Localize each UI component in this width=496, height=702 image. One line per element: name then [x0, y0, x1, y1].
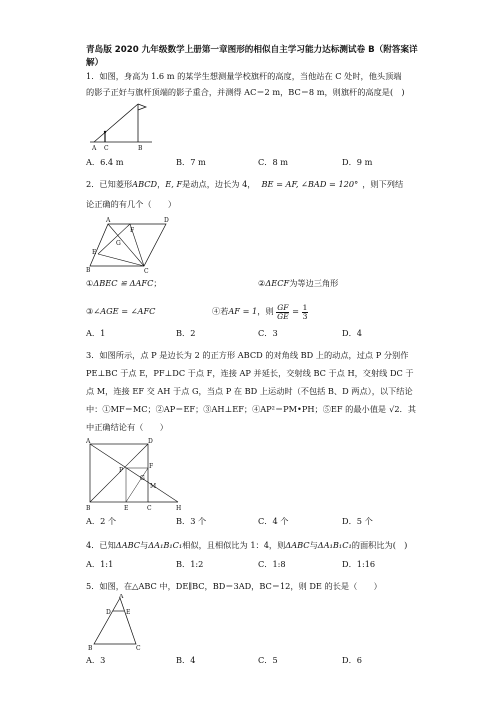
q1-figure — [88, 100, 158, 152]
q2-fraction-one-third: $\frac{1}{3}$ — [302, 302, 308, 321]
q4-text-d: 的面积比为( ) — [351, 540, 408, 550]
q3-line3: 点 M，连接 EF 交 AH 于点 G，当点 P 在 BD 上运动时（不包括 B、D 两点），以下结论 — [86, 386, 413, 396]
q4-text-c: 相似，且相似比为 1：4，则 — [182, 540, 286, 550]
q3-label-e: E — [124, 505, 129, 512]
q3-line4-end: ．其 — [399, 404, 416, 414]
q3-line4 — [86, 403, 416, 415]
q5-figure — [88, 594, 148, 652]
q2-s4-math: AF = 1 — [228, 306, 258, 316]
q1-option-c: C．8 m — [258, 157, 289, 167]
q2-line2: 论正确的有几个（ ） — [86, 199, 177, 209]
q3-label-a: A — [86, 438, 91, 445]
q3-line4-text: 中：①MF＝MC；②AP＝EF；③AH⊥EF；④AP²＝PM•PH；⑤EF 的最小值是 — [86, 404, 387, 414]
q1-option-b: B．7 m — [176, 157, 206, 167]
q2-s1-end: ； — [153, 278, 162, 288]
q1-option-d: D．9 m — [342, 157, 373, 167]
q3-label-p: P — [119, 467, 124, 474]
q3-label-g: G — [140, 475, 145, 482]
q5-label-c: C — [136, 645, 141, 652]
q2-s3-math: ∠AGE = ∠AFC — [93, 306, 156, 316]
q2-abcd: ABCD — [132, 179, 158, 189]
q2-statement-2 — [258, 277, 338, 289]
q2-s4-num: ④若 — [212, 306, 229, 316]
q4-triangle-a1b1c1: ΔA₁B₁C₁ — [148, 540, 183, 550]
q2-text-b: ， — [157, 179, 166, 189]
q2-label-g: G — [116, 240, 121, 247]
q4-text-a: 4．已知 — [86, 540, 116, 550]
q5-line1: 5．如图，在△ABC 中，DE∥BC，BD＝3AD，BC＝12，则 DE 的长是（ ） — [86, 581, 382, 591]
q3-option-c: C．4 个 — [258, 516, 289, 526]
q5-label-a: A — [119, 594, 124, 600]
q2-ef: E, F — [165, 179, 183, 189]
q3-line1: 3．如图所示，点 P 是边长为 2 的正方形 ABCD 的对角线 BD 上的动点，过点 P 分别作 — [86, 350, 409, 360]
q4-text-b: 与 — [140, 540, 149, 550]
q2-s1-num: ① — [86, 278, 94, 288]
q2-text-c: 是动点，边长为 4， — [182, 179, 256, 189]
q2-equals: = — [292, 306, 299, 316]
q2-label-e: E — [92, 249, 97, 256]
q2-statement-3 — [86, 305, 155, 317]
q2-statement-1 — [86, 277, 162, 289]
q2-s1-math: ΔBEC ≌ ΔAFC — [93, 278, 154, 288]
q2-label-a: A — [106, 217, 111, 224]
q4-text-b-2: 与 — [309, 540, 318, 550]
q2-label-f: F — [130, 227, 135, 234]
q4-option-b: B．1:2 — [176, 559, 204, 569]
q2-condition: BE = AF, ∠BAD = 120° — [261, 179, 359, 189]
q3-label-d: D — [148, 438, 153, 445]
q1-line1: 1．如图，身高为 1.6 m 的某学生想测量学校旗杆的高度，当他站在 C 处时，他头顶端 — [86, 71, 402, 81]
q5-option-a: A．3 — [86, 655, 106, 665]
q4-line1 — [86, 539, 407, 551]
q3-option-a: A．2 个 — [86, 516, 117, 526]
q3-label-c: C — [147, 505, 152, 512]
q5-label-b: B — [88, 645, 93, 652]
q2-text-a: 2．已知菱形 — [86, 179, 133, 189]
q3-label-m: M — [150, 483, 157, 490]
q2-option-c: C．3 — [258, 328, 278, 338]
q1-option-a: A．6.4 m — [86, 157, 124, 167]
q2-label-c: C — [144, 268, 149, 274]
q3-label-f: F — [149, 463, 154, 470]
q3-line5: 中正确结论有（ ） — [86, 422, 168, 432]
q4-triangle-a1b1c1-2: ΔA₁B₁C₁ — [317, 540, 352, 550]
q4-option-c: C．1:8 — [258, 559, 286, 569]
q2-fraction-gf-ge: $\frac{GF}{GE}$ — [277, 302, 289, 321]
q2-line1 — [86, 178, 403, 190]
q2-label-b: B — [86, 267, 91, 274]
q2-s3-num: ③ — [86, 306, 94, 316]
q5-option-c: C．5 — [258, 655, 278, 665]
q2-option-d: D．4 — [342, 328, 362, 338]
q3-figure — [86, 438, 186, 512]
q4-option-d: D．1:16 — [342, 559, 376, 569]
q3-label-b: B — [86, 505, 91, 512]
q5-label-e: E — [126, 609, 131, 616]
q3-option-d: D．5 个 — [342, 516, 373, 526]
q5-option-b: B．4 — [176, 655, 196, 665]
q5-label-d: D — [106, 609, 111, 616]
q1-label-a: A — [92, 145, 97, 152]
q3-option-b: B．3 个 — [176, 516, 207, 526]
q3-label-h: H — [176, 505, 182, 512]
q2-s2-end: 为等边三角形 — [289, 278, 339, 288]
document-title: 青岛版 2020 九年级数学上册第一章图形的相似自主学习能力达标测试卷 B（附答案详解） — [86, 45, 418, 68]
q3-sqrt2: √2 — [389, 404, 400, 414]
q2-label-d: D — [164, 217, 169, 224]
q4-triangle-abc: ΔABC — [115, 540, 141, 550]
q4-triangle-abc-2: ΔABC — [285, 540, 310, 550]
q2-figure — [86, 214, 170, 274]
q2-text-d: ，则下列结 — [362, 179, 404, 189]
q4-option-a: A．1:1 — [86, 559, 114, 569]
q3-line2: PE⊥BC 于点 E，PF⊥DC 于点 F，连接 AP 并延长，交射线 BC 于点 H，交射线 DC 于 — [86, 368, 414, 378]
q2-option-b: B．2 — [176, 328, 196, 338]
q2-s2-math: ΔECF — [265, 278, 290, 288]
q2-statement-4 — [212, 298, 308, 324]
q2-s4-then: ，则 — [257, 306, 274, 316]
q2-s2-num: ② — [258, 278, 266, 288]
q5-option-d: D．6 — [342, 655, 362, 665]
q1-label-c: C — [104, 145, 109, 152]
q1-label-b: B — [138, 145, 143, 152]
q2-option-a: A．1 — [86, 328, 106, 338]
q1-line2: 的影子正好与旗杆顶端的影子重合，并测得 AC＝2 m，BC＝8 m，则旗杆的高度是( ) — [86, 87, 405, 97]
